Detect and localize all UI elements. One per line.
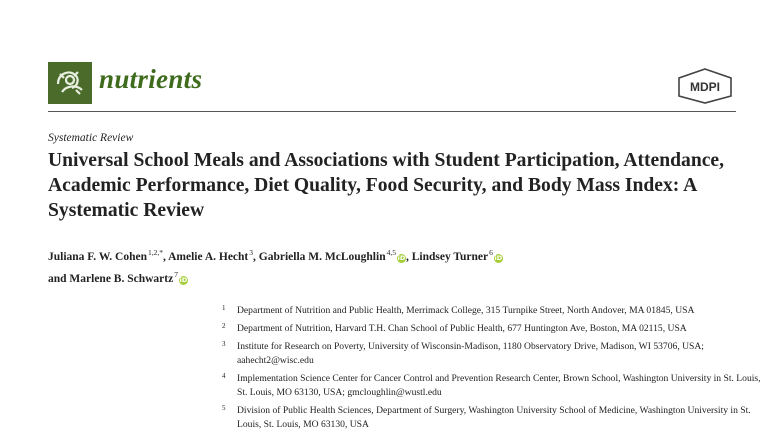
author-list <box>48 244 738 288</box>
affiliation-text: Institute for Research on Poverty, University of Wisconsin-Madison, 1180 Observatory Drive, Madison, WI 53706, USA; aahecht2@wisc.edu <box>237 341 704 366</box>
mdpi-logo-icon <box>676 68 734 104</box>
orcid-icon[interactable]: iD <box>397 254 406 262</box>
author-name: and Marlene B. Schwartz <box>48 273 174 285</box>
author-name: Lindsey Turner <box>411 251 489 263</box>
affiliation-number: 2 <box>222 322 226 330</box>
author-separator: , <box>405 251 412 263</box>
author-affil-ref: 4,5 <box>386 248 396 257</box>
affiliation-item <box>222 404 762 432</box>
author-1[interactable] <box>48 248 163 263</box>
affiliation-text: Department of Nutrition, Harvard T.H. Chan School of Public Health, 677 Huntington Ave, Boston, MA 02115, USA <box>237 323 687 334</box>
author-separator: , <box>162 251 169 263</box>
affiliation-list <box>222 304 762 436</box>
author-affil-ref: 6 <box>489 248 493 257</box>
affiliation-item <box>222 340 762 368</box>
header-divider <box>48 111 736 112</box>
author-5[interactable] <box>48 270 188 285</box>
author-separator: , <box>253 251 259 263</box>
article-type: Systematic Review <box>48 132 134 144</box>
author-affil-ref: 7 <box>174 270 178 279</box>
author-name: Juliana F. W. Cohen <box>48 251 147 263</box>
affiliation-number: 1 <box>222 304 226 312</box>
affiliation-text: Department of Nutrition and Public Health, Merrimack College, 315 Turnpike Street, North Andover, MA 01845, USA <box>237 305 695 316</box>
mdpi-logo-text: MDPI <box>690 80 720 94</box>
journal-logo-icon <box>48 62 92 104</box>
author-affil-ref: 3 <box>249 248 254 257</box>
affiliation-number: 4 <box>222 372 226 380</box>
article-title: Universal School Meals and Associations with Student Participation, Attendance, Academic Performance, Diet Quality, Food Security, and Body Mass Index: A Systematic Review <box>48 150 725 221</box>
author-3[interactable] <box>258 248 406 263</box>
leaf-icon <box>52 66 88 100</box>
affiliation-item <box>222 304 762 318</box>
author-4[interactable] <box>411 248 503 263</box>
affiliation-text: Division of Public Health Sciences, Department of Surgery, Washington University School of Medicine, Washington University in St. Louis, St. Louis, MO 63130, USA <box>237 405 751 430</box>
author-2[interactable] <box>168 248 254 263</box>
affiliation-text: Implementation Science Center for Cancer Control and Prevention Research Center, Brown School, Washington University in St. Louis, St. Louis, MO 63130, USA; gmcloughlin@wustl.edu <box>237 373 761 398</box>
affiliation-number: 3 <box>222 340 226 348</box>
author-name: Amelie A. Hecht <box>168 251 249 263</box>
author-name: Gabriella M. McLoughlin <box>258 251 386 263</box>
affiliation-item <box>222 372 762 400</box>
author-affil-ref: 1,2,* <box>147 248 163 257</box>
orcid-icon[interactable]: iD <box>179 276 188 284</box>
orcid-icon[interactable]: iD <box>494 254 503 262</box>
affiliation-number: 5 <box>222 404 226 412</box>
journal-name: nutrients <box>99 64 203 94</box>
affiliation-item <box>222 322 762 336</box>
